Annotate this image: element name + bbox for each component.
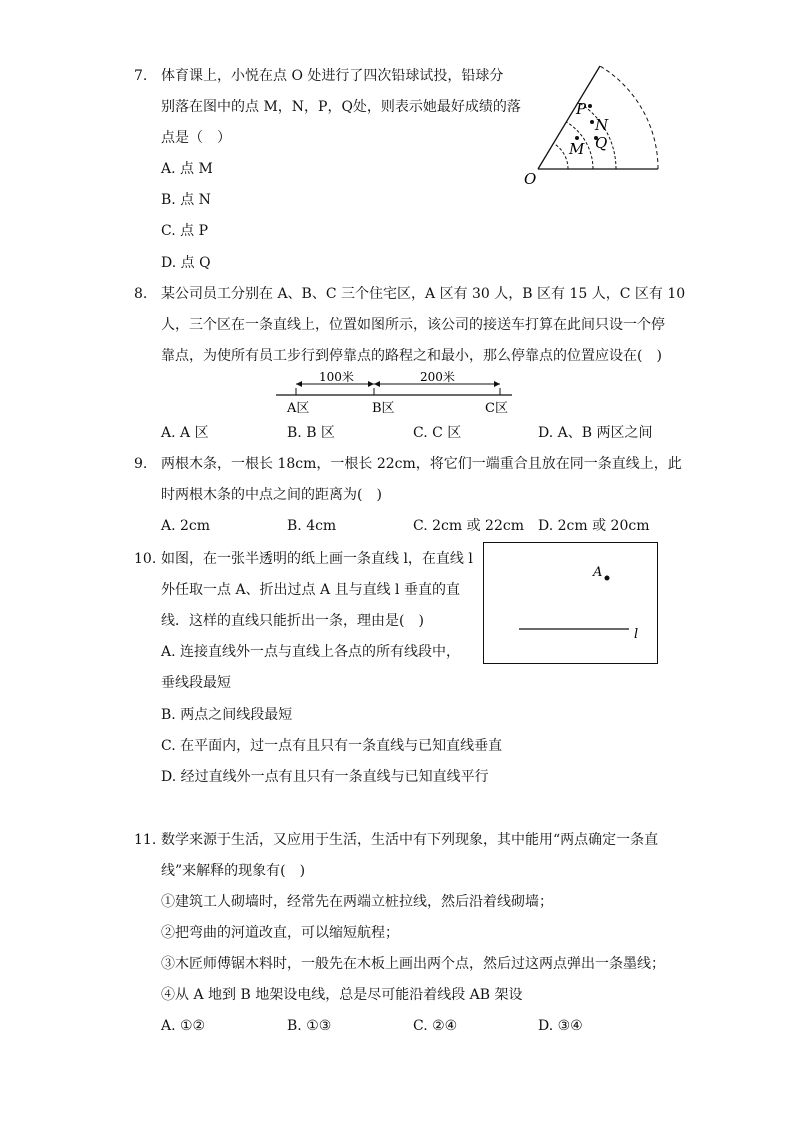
option-c[interactable]: C. C 区 bbox=[413, 425, 462, 441]
label-a: A bbox=[593, 565, 603, 580]
option-a-continued: 垂线段最短 bbox=[161, 675, 231, 691]
shot-put-figure bbox=[520, 58, 666, 190]
option-a[interactable]: A. ①② bbox=[161, 1018, 206, 1034]
question-number: 10. bbox=[134, 551, 157, 567]
question-text-line: 两根木条，一根长 18cm，一根长 22cm，将它们一端重合且放在同一条直线上，此 bbox=[161, 456, 682, 472]
question-text-line: 点是（ ） bbox=[161, 130, 231, 146]
question-number: 11. bbox=[134, 832, 157, 848]
statement-item: ②把弯曲的河道改直，可以缩短航程； bbox=[161, 925, 399, 941]
statement-item: ③木匠师傅锯木料时，一般先在木板上画出两个点，然后过这两点弹出一条墨线； bbox=[161, 956, 665, 972]
option-a[interactable]: A. 连接直线外一点与直线上各点的所有线段中， bbox=[161, 644, 461, 660]
label-n: N bbox=[595, 116, 609, 134]
fold-paper-figure bbox=[483, 542, 659, 666]
question-number: 8. bbox=[134, 286, 148, 302]
option-c[interactable]: C. 点 P bbox=[161, 223, 208, 239]
statement-item: ①建筑工人砌墙时，经常先在两端立桩拉线，然后沿着线砌墙； bbox=[161, 894, 553, 910]
option-a[interactable]: A. A 区 bbox=[161, 425, 209, 441]
option-d[interactable]: D. 点 Q bbox=[161, 255, 211, 271]
option-c[interactable]: C. 在平面内，过一点有且只有一条直线与已知直线垂直 bbox=[161, 738, 503, 754]
label-c-zone: C区 bbox=[485, 401, 508, 416]
label-l: l bbox=[634, 627, 639, 642]
option-b[interactable]: B. 4cm bbox=[287, 518, 337, 534]
question-text-line: 别落在图中的点 M，N，P，Q处，则表示她最好成绩的落 bbox=[161, 99, 521, 115]
option-b[interactable]: B. 点 N bbox=[161, 192, 211, 208]
option-d[interactable]: D. 2cm 或 20cm bbox=[538, 518, 650, 534]
question-text-line: 靠点，为使所有员工步行到停靠点的路程之和最小，那么停靠点的位置应设在( ) bbox=[161, 348, 662, 364]
point-a bbox=[605, 576, 610, 581]
label-p: P bbox=[576, 100, 587, 118]
question-text-line: 如图，在一张半透明的纸上画一条直线 l，在直线 l bbox=[161, 551, 473, 567]
arc-1 bbox=[554, 143, 569, 169]
label-a-zone: A区 bbox=[287, 401, 310, 416]
paper-rect bbox=[484, 543, 658, 664]
question-text-line: 外任取一点 A、折出过点 A 且与直线 l 垂直的直 bbox=[161, 582, 460, 598]
option-c[interactable]: C. ②④ bbox=[413, 1018, 458, 1034]
question-number: 9. bbox=[134, 456, 148, 472]
point-p bbox=[588, 104, 592, 108]
label-m: M bbox=[569, 140, 585, 158]
question-text-line: 人，三个区在一条直线上，位置如图所示，该公司的接送车打算在此间只设一个停 bbox=[161, 317, 665, 333]
question-text-line: 线”来解释的现象有( ) bbox=[161, 863, 306, 879]
option-a[interactable]: A. 2cm bbox=[161, 518, 211, 534]
option-c[interactable]: C. 2cm 或 22cm bbox=[413, 518, 524, 534]
label-b-zone: B区 bbox=[372, 401, 395, 416]
option-b[interactable]: B. B 区 bbox=[287, 425, 335, 441]
residential-line-figure bbox=[270, 368, 520, 420]
arc-4 bbox=[600, 66, 658, 169]
point-n bbox=[590, 120, 594, 124]
label-q: Q bbox=[595, 134, 608, 152]
question-text-line: 线．这样的直线只能折出一条，理由是( ) bbox=[161, 613, 424, 629]
statement-item: ④从 A 地到 B 地架设电线，总是尽可能沿着线段 AB 架设 bbox=[161, 987, 523, 1003]
option-d[interactable]: D. A、B 两区之间 bbox=[538, 425, 653, 441]
distance-label-2: 200米 bbox=[420, 370, 455, 384]
question-text-line: 数学来源于生活，又应用于生活，生活中有下列现象，其中能用“两点确定一条直 bbox=[161, 832, 659, 848]
label-o: O bbox=[524, 170, 537, 188]
option-b[interactable]: B. ①③ bbox=[287, 1018, 332, 1034]
question-text-line: 时两根木条的中点之间的距离为( ) bbox=[161, 487, 382, 503]
option-d[interactable]: D. ③④ bbox=[538, 1018, 583, 1034]
question-text-line: 某公司员工分别在 A、B、C 三个住宅区，A 区有 30 人，B 区有 15 人，C 区有 10 bbox=[161, 286, 686, 302]
option-d[interactable]: D. 经过直线外一点有且只有一条直线与已知直线平行 bbox=[161, 769, 489, 785]
option-b[interactable]: B. 两点之间线段最短 bbox=[161, 707, 293, 723]
option-a[interactable]: A. 点 M bbox=[161, 161, 213, 177]
distance-label-1: 100米 bbox=[319, 370, 354, 384]
question-text-line: 体育课上，小悦在点 O 处进行了四次铅球试投，铅球分 bbox=[161, 68, 504, 84]
question-number: 7. bbox=[134, 68, 148, 84]
